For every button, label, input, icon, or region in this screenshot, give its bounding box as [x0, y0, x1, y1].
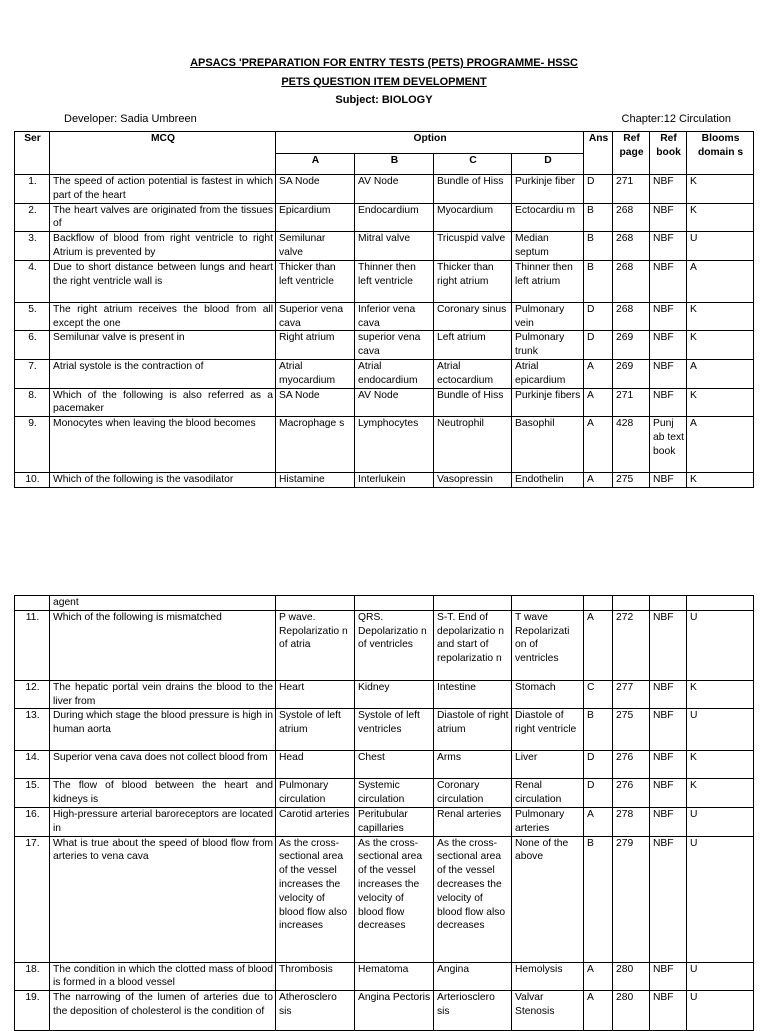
option-c: Thicker than right atrium — [434, 260, 512, 302]
option-c: Renal arteries — [434, 807, 512, 836]
table-row — [15, 203, 754, 232]
mcq-table-page-2 — [14, 595, 754, 1031]
option-b: Thinner then left ventricle — [355, 260, 434, 302]
option-a: Head — [276, 751, 355, 779]
table-row — [15, 302, 754, 331]
ref-book: NBF — [650, 962, 687, 991]
option-a: P wave. Repolarizatio n of atria — [276, 610, 355, 680]
ref-book: Punj ab text book — [650, 417, 687, 473]
ref-page: 268 — [613, 302, 650, 331]
answer: A — [584, 610, 613, 680]
header-blooms: Blooms domain s — [687, 132, 754, 175]
ref-page: 280 — [613, 962, 650, 991]
table-row — [15, 680, 754, 709]
ref-page: 269 — [613, 331, 650, 360]
table-row — [15, 836, 754, 962]
table-row — [15, 709, 754, 751]
ref-page: 268 — [613, 203, 650, 232]
answer: B — [584, 203, 613, 232]
serial-number: 14. — [15, 751, 50, 779]
option-b: Systemic circulation — [355, 779, 434, 808]
option-a: Pulmonary circulation — [276, 779, 355, 808]
blooms-domain: U — [687, 836, 754, 962]
option-a: Systole of left atrium — [276, 709, 355, 751]
header-ans: Ans — [584, 132, 613, 175]
option-c: Vasopressin — [434, 473, 512, 488]
serial-number: 2. — [15, 203, 50, 232]
ref-book: NBF — [650, 331, 687, 360]
option-d: Pulmonary vein — [512, 302, 584, 331]
serial-number: 9. — [15, 417, 50, 473]
blooms-domain: K — [687, 473, 754, 488]
option-a: Epicardium — [276, 203, 355, 232]
serial-number: 3. — [15, 232, 50, 261]
option-b: superior vena cava — [355, 331, 434, 360]
serial-number: 8. — [15, 388, 50, 417]
mcq-question: The hepatic portal vein drains the blood to the liver from — [50, 680, 276, 709]
table-row — [15, 751, 754, 779]
option-b: Mitral valve — [355, 232, 434, 261]
mcq-question: The condition in which the clotted mass of blood is formed in a blood vessel — [50, 962, 276, 991]
option-b: AV Node — [355, 388, 434, 417]
ref-page: 276 — [613, 779, 650, 808]
option-c: Bundle of Hiss — [434, 175, 512, 204]
option-a: Thrombosis — [276, 962, 355, 991]
serial-number: 13. — [15, 709, 50, 751]
table-row — [15, 417, 754, 473]
option-a: Heart — [276, 680, 355, 709]
mcq-question: The flow of blood between the heart and kidneys is — [50, 779, 276, 808]
table-row — [15, 331, 754, 360]
option-d: Thinner then left atrium — [512, 260, 584, 302]
ref-page: 275 — [613, 709, 650, 751]
option-d: Ectocardiu m — [512, 203, 584, 232]
option-c: Diastole of right atrium — [434, 709, 512, 751]
serial-number: 10. — [15, 473, 50, 488]
chapter-label: Chapter:12 Circulation — [621, 113, 731, 125]
ref-book: NBF — [650, 203, 687, 232]
ref-book: NBF — [650, 388, 687, 417]
ref-book: NBF — [650, 680, 687, 709]
developer-label: Developer: Sadia Umbreen — [64, 113, 197, 125]
mcq-question: Superior vena cava does not collect blood from — [50, 751, 276, 779]
ref-book: NBF — [650, 232, 687, 261]
ref-book: NBF — [650, 473, 687, 488]
serial-number: 12. — [15, 680, 50, 709]
option-b: Kidney — [355, 680, 434, 709]
option-d: T wave Repolarizati on of ventricles — [512, 610, 584, 680]
answer: A — [584, 991, 613, 1031]
blooms-domain: A — [687, 260, 754, 302]
ref-book: NBF — [650, 359, 687, 388]
option-b: Inferior vena cava — [355, 302, 434, 331]
option-d: None of the above — [512, 836, 584, 962]
header-option-b: B — [355, 154, 434, 175]
option-d: Purkinje fiber — [512, 175, 584, 204]
ref-book: NBF — [650, 991, 687, 1031]
header-mcq: MCQ — [50, 132, 276, 175]
ref-book: NBF — [650, 302, 687, 331]
answer: D — [584, 779, 613, 808]
option-c: Neutrophil — [434, 417, 512, 473]
option-d: Purkinje fibers — [512, 388, 584, 417]
ref-book: NBF — [650, 610, 687, 680]
answer: B — [584, 232, 613, 261]
option-b: Lymphocytes — [355, 417, 434, 473]
ref-page: 272 — [613, 610, 650, 680]
answer: D — [584, 751, 613, 779]
answer: A — [584, 417, 613, 473]
option-c: As the cross-sectional area of the vessel decreases the velocity of blood flow also decreases — [434, 836, 512, 962]
answer: A — [584, 962, 613, 991]
header-option-a: A — [276, 154, 355, 175]
option-c: Atrial ectocardium — [434, 359, 512, 388]
header-ref-page: Ref page — [613, 132, 650, 175]
option-b: AV Node — [355, 175, 434, 204]
option-a: SA Node — [276, 175, 355, 204]
mcq-question: The speed of action potential is fastest in which part of the heart — [50, 175, 276, 204]
header-ser: Ser — [15, 132, 50, 175]
ref-page: 428 — [613, 417, 650, 473]
option-c: Left atrium — [434, 331, 512, 360]
serial-number: 4. — [15, 260, 50, 302]
header-ref-book: Ref book — [650, 132, 687, 175]
answer: A — [584, 807, 613, 836]
serial-number: 19. — [15, 991, 50, 1031]
table-row — [15, 388, 754, 417]
serial-number: 16. — [15, 807, 50, 836]
blooms-domain: K — [687, 779, 754, 808]
option-a: Atrial myocardium — [276, 359, 355, 388]
blooms-domain: U — [687, 610, 754, 680]
answer: A — [584, 359, 613, 388]
mcq-continuation: agent — [50, 596, 276, 611]
table-row-continuation — [15, 596, 754, 611]
answer: A — [584, 388, 613, 417]
serial-number: 1. — [15, 175, 50, 204]
mcq-question: Monocytes when leaving the blood becomes — [50, 417, 276, 473]
subject-label: Subject: BIOLOGY — [335, 94, 433, 106]
option-c: Angina — [434, 962, 512, 991]
blooms-domain: K — [687, 388, 754, 417]
table-row — [15, 962, 754, 991]
table-row — [15, 991, 754, 1031]
option-d: Valvar Stenosis — [512, 991, 584, 1031]
option-a: Macrophage s — [276, 417, 355, 473]
mcq-question: Due to short distance between lungs and heart the right ventricle wall is — [50, 260, 276, 302]
ref-page: 280 — [613, 991, 650, 1031]
ref-page: 271 — [613, 388, 650, 417]
option-b: Chest — [355, 751, 434, 779]
serial-number: 18. — [15, 962, 50, 991]
option-c: S-T. End of depolarizatio n and start of repolarizatio n — [434, 610, 512, 680]
option-a: Superior vena cava — [276, 302, 355, 331]
mcq-question: Atrial systole is the contraction of — [50, 359, 276, 388]
ref-page: 275 — [613, 473, 650, 488]
option-a: Atherosclero sis — [276, 991, 355, 1031]
option-b: Systole of left ventricles — [355, 709, 434, 751]
option-a: Semilunar valve — [276, 232, 355, 261]
blooms-domain: U — [687, 709, 754, 751]
option-d: Hemolysis — [512, 962, 584, 991]
ref-book: NBF — [650, 779, 687, 808]
option-d: Pulmonary arteries — [512, 807, 584, 836]
blooms-domain: K — [687, 302, 754, 331]
option-a: SA Node — [276, 388, 355, 417]
option-b: Endocardium — [355, 203, 434, 232]
serial-number: 11. — [15, 610, 50, 680]
ref-page: 279 — [613, 836, 650, 962]
mcq-question: The right atrium receives the blood from all except the one — [50, 302, 276, 331]
mcq-question: Semilunar valve is present in — [50, 331, 276, 360]
blooms-domain: K — [687, 751, 754, 779]
ref-book: NBF — [650, 751, 687, 779]
option-c: Coronary sinus — [434, 302, 512, 331]
mcq-question: High-pressure arterial baroreceptors are located in — [50, 807, 276, 836]
table-row — [15, 359, 754, 388]
option-a: Thicker than left ventricle — [276, 260, 355, 302]
serial-number: 7. — [15, 359, 50, 388]
header-option-d: D — [512, 154, 584, 175]
option-c: Arteriosclero sis — [434, 991, 512, 1031]
option-c: Intestine — [434, 680, 512, 709]
option-a: As the cross-sectional area of the vessel increases the velocity of blood flow also increases — [276, 836, 355, 962]
answer: D — [584, 175, 613, 204]
mcq-table-page-1 — [14, 131, 754, 488]
answer: A — [584, 473, 613, 488]
blooms-domain: K — [687, 203, 754, 232]
ref-book: NBF — [650, 807, 687, 836]
mcq-question: What is true about the speed of blood flow from arteries to vena cava — [50, 836, 276, 962]
blooms-domain: K — [687, 331, 754, 360]
blooms-domain: U — [687, 962, 754, 991]
table-row — [15, 473, 754, 488]
serial-number: 6. — [15, 331, 50, 360]
table-row — [15, 610, 754, 680]
serial-number: 5. — [15, 302, 50, 331]
ref-page: 276 — [613, 751, 650, 779]
option-a: Histamine — [276, 473, 355, 488]
answer: B — [584, 260, 613, 302]
ref-book: NBF — [650, 175, 687, 204]
mcq-question: The narrowing of the lumen of arteries due to the deposition of cholesterol is the condition of — [50, 991, 276, 1031]
answer: B — [584, 709, 613, 751]
answer: B — [584, 836, 613, 962]
option-c: Arms — [434, 751, 512, 779]
option-b: Angina Pectoris — [355, 991, 434, 1031]
ref-book: NBF — [650, 260, 687, 302]
option-b: Interlukein — [355, 473, 434, 488]
option-d: Liver — [512, 751, 584, 779]
table-row — [15, 175, 754, 204]
option-d: Stomach — [512, 680, 584, 709]
option-d: Pulmonary trunk — [512, 331, 584, 360]
header-option: Option — [276, 132, 584, 154]
answer: D — [584, 331, 613, 360]
option-b: Peritubular capillaries — [355, 807, 434, 836]
mcq-question: Which of the following is also referred as a pacemaker — [50, 388, 276, 417]
mcq-question: During which stage the blood pressure is high in human aorta — [50, 709, 276, 751]
option-b: Atrial endocardium — [355, 359, 434, 388]
option-d: Median septum — [512, 232, 584, 261]
blooms-domain: U — [687, 991, 754, 1031]
blooms-domain: K — [687, 175, 754, 204]
option-d: Endothelin — [512, 473, 584, 488]
option-b: QRS. Depolarizatio n of ventricles — [355, 610, 434, 680]
ref-page: 277 — [613, 680, 650, 709]
option-c: Coronary circulation — [434, 779, 512, 808]
blooms-domain: A — [687, 417, 754, 473]
option-a: Carotid arteries — [276, 807, 355, 836]
table-row — [15, 807, 754, 836]
document-title: APSACS 'PREPARATION FOR ENTRY TESTS (PETS) PROGRAMME- HSSC — [190, 57, 578, 69]
option-d: Renal circulation — [512, 779, 584, 808]
ref-book: NBF — [650, 836, 687, 962]
blooms-domain: A — [687, 359, 754, 388]
document-subtitle: PETS QUESTION ITEM DEVELOPMENT — [281, 76, 487, 88]
serial-number: 17. — [15, 836, 50, 962]
option-b: As the cross-sectional area of the vessel increases the velocity of blood flow decreases — [355, 836, 434, 962]
header-option-c: C — [434, 154, 512, 175]
ref-page: 271 — [613, 175, 650, 204]
option-d: Diastole of right ventricle — [512, 709, 584, 751]
ref-page: 278 — [613, 807, 650, 836]
option-d: Basophil — [512, 417, 584, 473]
ref-book: NBF — [650, 709, 687, 751]
option-b: Hematoma — [355, 962, 434, 991]
blooms-domain: U — [687, 807, 754, 836]
answer: D — [584, 302, 613, 331]
answer: C — [584, 680, 613, 709]
mcq-question: The heart valves are originated from the tissues of — [50, 203, 276, 232]
table-row — [15, 260, 754, 302]
option-a: Right atrium — [276, 331, 355, 360]
ref-page: 268 — [613, 232, 650, 261]
blooms-domain: U — [687, 232, 754, 261]
mcq-question: Which of the following is mismatched — [50, 610, 276, 680]
table-row — [15, 779, 754, 808]
blooms-domain: K — [687, 680, 754, 709]
option-c: Tricuspid valve — [434, 232, 512, 261]
option-c: Bundle of Hiss — [434, 388, 512, 417]
option-d: Atrial epicardium — [512, 359, 584, 388]
option-c: Myocardium — [434, 203, 512, 232]
mcq-question: Which of the following is the vasodilator — [50, 473, 276, 488]
mcq-question: Backflow of blood from right ventricle to right Atrium is prevented by — [50, 232, 276, 261]
ref-page: 268 — [613, 260, 650, 302]
serial-number: 15. — [15, 779, 50, 808]
table-row — [15, 232, 754, 261]
ref-page: 269 — [613, 359, 650, 388]
